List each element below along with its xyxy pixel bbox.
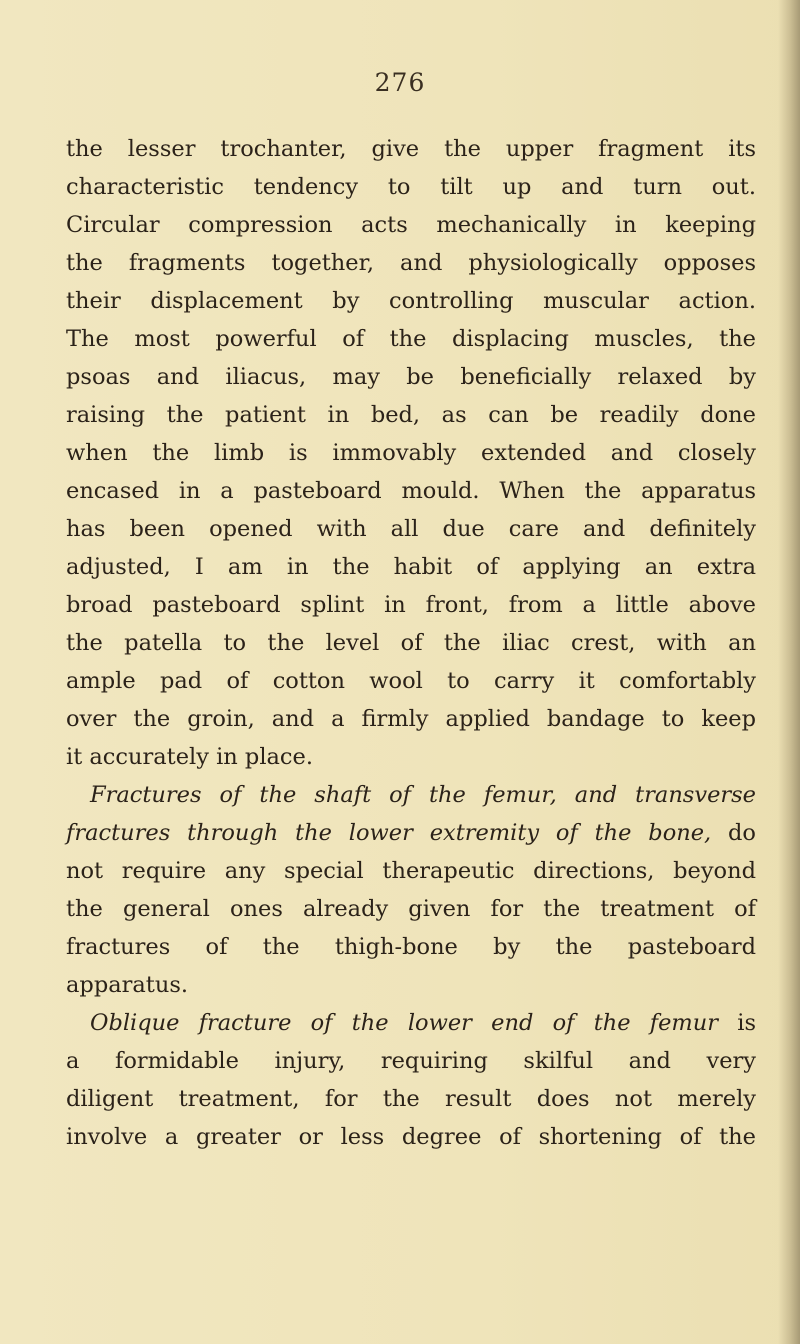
text-line: adjusted, I am in the habit of applying an extra <box>66 554 756 580</box>
text-line: when the limb is immovably extended and closely <box>66 440 756 466</box>
italic-heading: Oblique fracture of the lower end of the femur <box>90 1010 719 1036</box>
text-line: fractures of the thigh-bone by the pasteboard <box>66 934 756 960</box>
body-text <box>66 130 756 1156</box>
text-line: ample pad of cotton wool to carry it comfortably <box>66 668 756 694</box>
text-line: psoas and iliacus, may be beneficially relaxed by <box>66 364 756 390</box>
text-line: The most powerful of the displacing muscles, the <box>66 326 756 352</box>
text-line: the lesser trochanter, give the upper fragment its <box>66 136 756 162</box>
text-line: fractures through the lower extremity of the bone, do <box>66 820 756 846</box>
page-edge-shadow <box>778 0 800 1344</box>
paragraph-start-line <box>66 776 756 814</box>
italic-heading: fractures through the lower extremity of the bone, <box>66 820 712 846</box>
text-line: broad pasteboard splint in front, from a little above <box>66 592 756 618</box>
italic-heading: Fractures of the shaft of the femur, and transverse <box>90 782 756 808</box>
text-line: has been opened with all due care and definitely <box>66 516 756 542</box>
paragraph-start-line: Oblique fracture of the lower end of the femur is <box>90 1010 756 1036</box>
text-line: encased in a pasteboard mould. When the apparatus <box>66 478 756 504</box>
text-line: the patella to the level of the iliac crest, with an <box>66 630 756 656</box>
text-line: diligent treatment, for the result does not merely <box>66 1086 756 1112</box>
text-line: raising the patient in bed, as can be readily done <box>66 402 756 428</box>
text-line: it accurately in place. <box>66 744 314 770</box>
page-number: 276 <box>374 68 426 97</box>
text-line: over the groin, and a firmly applied bandage to keep <box>66 706 756 732</box>
text-line: the general ones already given for the treatment of <box>66 896 756 922</box>
text-line: not require any special therapeutic directions, beyond <box>66 858 756 884</box>
text-line: Circular compression acts mechanically in keeping <box>66 212 756 238</box>
text-line: apparatus. <box>66 972 189 998</box>
text-line: a formidable injury, requiring skilful and very <box>66 1048 756 1074</box>
text-line: involve a greater or less degree of shortening of the <box>66 1124 756 1150</box>
text-line: characteristic tendency to tilt up and turn out. <box>66 174 756 200</box>
text-line: their displacement by controlling muscular action. <box>66 288 756 314</box>
text-line: the fragments together, and physiologically opposes <box>66 250 756 276</box>
